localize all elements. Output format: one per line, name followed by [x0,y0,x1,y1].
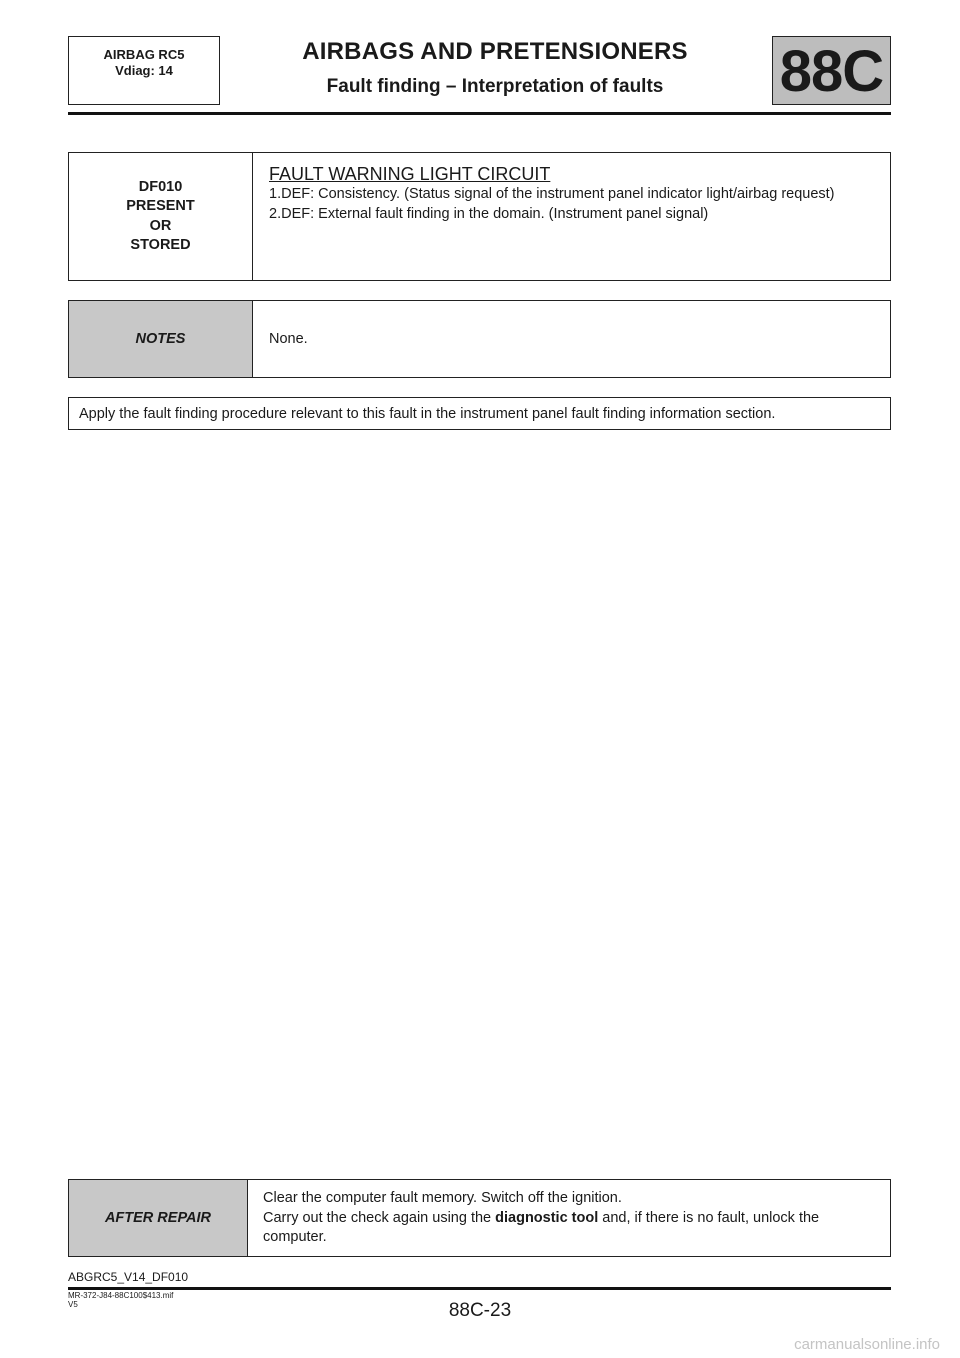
after-repair-line-2 [263,1209,876,1248]
fault-title: FAULT WARNING LIGHT CIRCUIT [269,164,551,184]
watermark: carmanualsonline.info [794,1336,940,1353]
page-subtitle: Fault finding – Interpretation of faults [326,76,664,97]
vdiag-label: Vdiag: 14 [115,63,173,78]
model-label: AIRBAG RC5 [103,47,185,62]
after-repair-text [248,1180,890,1256]
file-code: MR-372-J84-88C100$413.mif [68,1291,174,1300]
fault-description-cell [253,153,890,280]
header-divider [68,112,891,115]
fault-def-2: 2.DEF: External fault finding in the domain. (Instrument panel signal) [269,205,709,222]
procedure-instruction: Apply the fault finding procedure relevant to this fault in the instrument panel fault finding information section. [68,397,891,430]
fault-status-stored: STORED [130,237,191,253]
model-box [68,36,220,105]
page-number: 88C-23 [448,1300,512,1321]
notes-table [68,300,891,378]
after-repair-line-2-end: and, if there is no fault, unlock the computer. [263,1209,820,1245]
diagnostic-tool-term: diagnostic tool [495,1209,599,1226]
notes-label: NOTES [69,301,253,377]
after-repair-line-2-start: Carry out the check again using the [263,1209,496,1226]
fault-code: DF010 [138,178,183,195]
after-repair-table [68,1179,891,1257]
section-code-badge: 88C [772,36,891,105]
footer-divider [68,1287,891,1290]
document-reference-code: ABGRC5_V14_DF010 [68,1270,189,1284]
file-info [68,1291,173,1309]
fault-table [68,152,891,281]
fault-status-cell [69,153,253,280]
after-repair-line-1: Clear the computer fault memory. Switch off the ignition. [263,1190,622,1206]
fault-def-1: 1.DEF: Consistency. (Status signal of the instrument panel indicator light/airbag request) [269,186,835,202]
fault-status-present: PRESENT [126,198,195,214]
version-label: V5 [68,1300,78,1309]
fault-status-or: OR [149,217,172,234]
after-repair-label: AFTER REPAIR [69,1180,248,1256]
notes-text: None. [269,331,308,347]
page-title: AIRBAGS AND PRETENSIONERS [302,38,688,65]
